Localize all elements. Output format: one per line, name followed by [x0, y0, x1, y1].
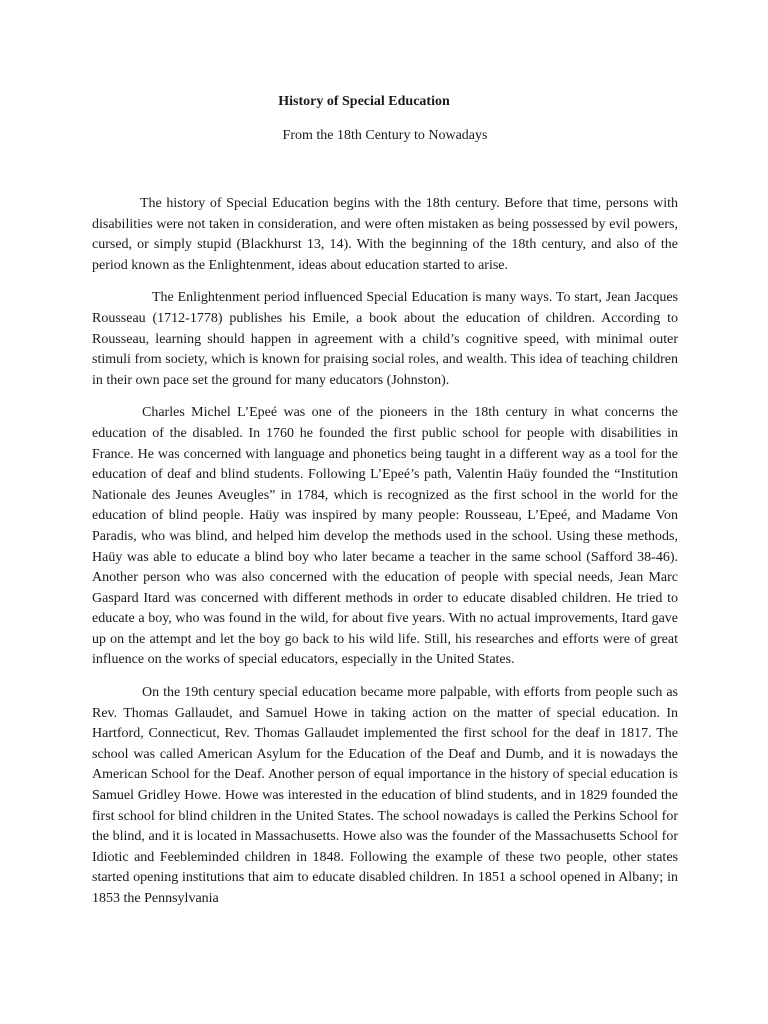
paragraph-3: Charles Michel L’Epeé was one of the pioneers in the 18th century in what concerns the education of the disabled. In 1760 he founded the first public school for people with disabilities in France. He was concerned with language and phonetics being taught in a different way as a tool for the education of deaf and blind students. Following L’Epeé’s path, Valentin Haüy founded the “Institution Nationale des Jeunes Aveugles” in 1784, which is recognized as the first school in the world for the education of blind people. Haüy was inspired by many people: Rousseau, L’Epeé, and Madame Von Paradis, who was blind, and helped him develop the methods used in the school. Using these methods, Haüy was able to educate a blind boy who later became a teacher in the same school (Safford 38-46). Another person who was also concerned with the education of people with special needs, Jean Marc Gaspard Itard was concerned with different methods in order to educate disabled children. He tried to educate a boy, who was found in the wild, for about five years. With no actual improvements, Itard gave up on the attempt and let the boy go back to his wild life. Still, his researches and efforts were of great influence on the works of special educators, especially in the United States.	[92, 405, 678, 668]
paragraph-1: The history of Special Education begins with the 18th century. Before that time, persons with disabilities were not taken in consideration, and were often mistaken as being possessed by evil powers, cursed, or simply stupid (Blackhurst 13, 14). With the beginning of the 18th century, and also of the period known as the Enlightenment, ideas about education started to arise.	[92, 196, 678, 273]
document-body	[92, 194, 678, 922]
paragraph-2: The Enlightenment period influenced Special Education is many ways. To start, Jean Jacques Rousseau (1712-1778) publishes his Emile, a book about the education of children. According to Rousseau, learning should happen in agreement with a child’s cognitive speed, with minimal outer stimuli from society, which is known for praising social roles, and wealth. This idea of teaching children in their own pace set the ground for many educators (Johnston).	[92, 290, 678, 388]
document-title: History of Special Education	[278, 94, 450, 109]
document-subtitle: From the 18th Century to Nowadays	[282, 128, 488, 143]
paragraph-4: On the 19th century special education became more palpable, with efforts from people such as Rev. Thomas Gallaudet, and Samuel Howe in taking action on the matter of special education. In Hartford, Connecticut, Rev. Thomas Gallaudet implemented the first school for the deaf in 1817. The school was called American Asylum for the Education of the Deaf and Dumb, and it is nowadays the American School for the Deaf. Another person of equal importance in the history of special education is Samuel Gridley Howe. Howe was interested in the education of blind students, and in 1829 founded the first school for blind children in the United States. The school nowadays is called the Perkins School for the blind, and it is located in Massachusetts. Howe also was the founder of the Massachusetts School for Idiotic and Feebleminded children in 1848. Following the example of these two people, other states started opening institutions that aim to educate disabled children. In 1851 a school opened in Albany; in 1853 the Pennsylvania	[92, 685, 678, 906]
